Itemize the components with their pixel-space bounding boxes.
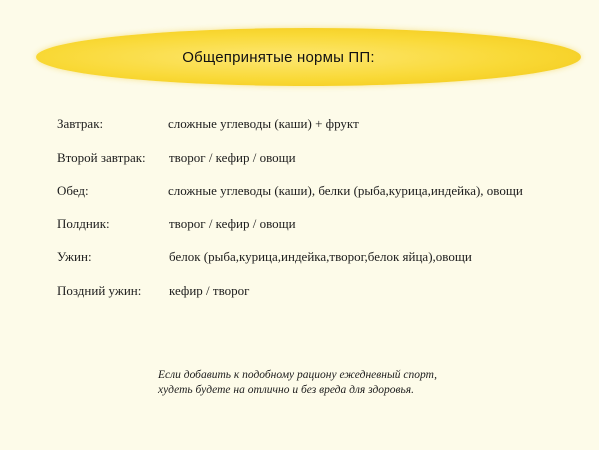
title-banner	[36, 28, 581, 86]
meal-label: Полдник:	[57, 216, 110, 231]
page-title: Общепринятые нормы ПП:	[182, 48, 375, 66]
footer-note	[158, 368, 437, 398]
meal-value: кефир / творог	[169, 283, 250, 298]
meal-value: творог / кефир / овощи	[169, 216, 296, 231]
meal-value: сложные углеводы (каши), белки (рыба,курица,индейка), овощи	[168, 183, 523, 198]
meal-value: сложные углеводы (каши) + фрукт	[168, 116, 359, 131]
meal-label: Завтрак:	[57, 116, 104, 131]
meal-label: Поздний ужин:	[57, 283, 142, 298]
meal-label: Обед:	[57, 183, 89, 198]
meal-label: Второй завтрак:	[57, 150, 146, 165]
note-line: худеть будете на отлично и без вреда для здоровья.	[158, 384, 414, 396]
note-line: Если добавить к подобному рациону ежедневный спорт,	[158, 369, 438, 381]
meal-label: Ужин:	[57, 249, 92, 264]
meal-value: белок (рыба,курица,индейка,творог,белок яйца),овощи	[169, 249, 472, 264]
meal-value: творог / кефир / овощи	[169, 150, 296, 165]
